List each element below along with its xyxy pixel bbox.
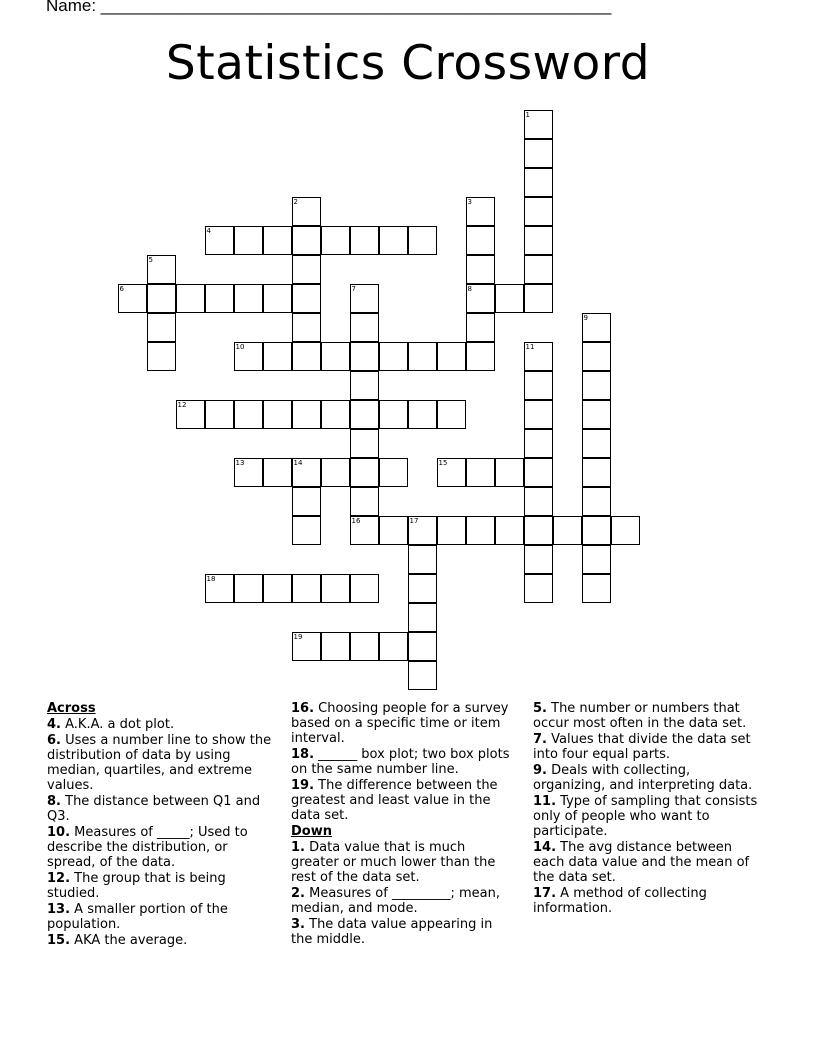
grid-cell[interactable] — [437, 342, 466, 371]
name-line[interactable]: Name: ______________________________________________________ — [46, 0, 612, 15]
grid-cell[interactable] — [234, 458, 263, 487]
grid-cell[interactable] — [350, 632, 379, 661]
grid-cell[interactable] — [379, 632, 408, 661]
grid-cell[interactable] — [466, 284, 495, 313]
grid-cell[interactable] — [408, 342, 437, 371]
clue-across-10: 10. Measures of _____; Used to describe the distribution, or spread, of the data. — [47, 825, 248, 870]
clue-number: 2 — [293, 197, 298, 206]
grid-cell[interactable] — [292, 284, 321, 313]
clue-number: 17 — [409, 516, 419, 525]
grid-cell[interactable] — [408, 574, 437, 603]
grid-cell[interactable] — [321, 458, 350, 487]
clue-number: 16 — [351, 516, 361, 525]
clue-number: 14 — [293, 458, 303, 467]
grid-cell[interactable] — [408, 545, 437, 574]
grid-cell[interactable] — [350, 487, 379, 516]
grid-cell[interactable] — [263, 284, 292, 313]
grid-cell[interactable] — [205, 574, 234, 603]
clue-number: 9 — [583, 313, 588, 322]
grid-cell[interactable] — [408, 400, 437, 429]
grid-cell[interactable] — [350, 342, 379, 371]
grid-cell[interactable] — [524, 139, 553, 168]
clue-across-16: 16. Choosing people for a survey based on a specific time or item interval. — [291, 701, 509, 746]
grid-cell[interactable] — [495, 458, 524, 487]
grid-cell[interactable] — [292, 197, 321, 226]
grid-cell[interactable] — [147, 313, 176, 342]
grid-cell[interactable] — [408, 516, 437, 545]
grid-cell[interactable] — [437, 516, 466, 545]
clue-number: 3 — [467, 197, 472, 206]
grid-cell[interactable] — [495, 516, 524, 545]
grid-cell[interactable] — [321, 632, 350, 661]
clues-column-3 — [533, 701, 765, 917]
clue-across-4: 4. A.K.A. a dot plot. — [47, 717, 175, 732]
grid-cell[interactable] — [466, 226, 495, 255]
clue-number: 12 — [177, 400, 187, 409]
clues-column-2 — [291, 701, 516, 948]
grid-cell[interactable] — [408, 226, 437, 255]
page-title: Statistics Crossword — [165, 36, 651, 91]
across-heading: Across — [47, 701, 96, 716]
grid-cell[interactable] — [582, 487, 611, 516]
grid-cell[interactable] — [147, 284, 176, 313]
grid-cell[interactable] — [321, 574, 350, 603]
grid-cell[interactable] — [466, 313, 495, 342]
grid-cell[interactable] — [611, 516, 640, 545]
clues-column-1 — [47, 701, 272, 949]
grid-cell[interactable] — [350, 516, 379, 545]
grid-cell[interactable] — [292, 487, 321, 516]
grid-cell[interactable] — [524, 226, 553, 255]
grid-cell[interactable] — [234, 574, 263, 603]
grid-cell[interactable] — [524, 429, 553, 458]
grid-cell[interactable] — [263, 400, 292, 429]
grid-cell[interactable] — [582, 313, 611, 342]
grid-cell[interactable] — [234, 226, 263, 255]
grid-cell[interactable] — [263, 574, 292, 603]
clue-down-7: 7. Values that divide the data set into four equal parts. — [533, 732, 751, 762]
grid-cell[interactable] — [524, 342, 553, 371]
grid-cell[interactable] — [321, 226, 350, 255]
clue-number: 11 — [525, 342, 535, 351]
grid-cell[interactable] — [292, 458, 321, 487]
grid-cell[interactable] — [350, 429, 379, 458]
clue-number: 13 — [235, 458, 245, 467]
grid-cell[interactable] — [350, 226, 379, 255]
grid-cell[interactable] — [263, 342, 292, 371]
grid-cell[interactable] — [292, 516, 321, 545]
clue-down-1: 1. Data value that is much greater or much lower than the rest of the data set. — [291, 840, 496, 885]
clue-down-5: 5. The number or numbers that occur most often in the data set. — [533, 701, 747, 731]
grid-cell[interactable] — [379, 400, 408, 429]
grid-cell[interactable] — [524, 574, 553, 603]
grid-cell[interactable] — [118, 284, 147, 313]
grid-cell[interactable] — [147, 255, 176, 284]
grid-cell[interactable] — [176, 284, 205, 313]
grid-cell[interactable] — [350, 313, 379, 342]
clue-down-17: 17. A method of collecting information. — [533, 886, 707, 916]
down-heading: Down — [291, 824, 332, 839]
grid-cell[interactable] — [321, 400, 350, 429]
clue-across-15: 15. AKA the average. — [47, 933, 188, 948]
clue-number: 4 — [206, 226, 211, 235]
clue-number: 18 — [206, 574, 216, 583]
clue-down-9: 9. Deals with collecting, organizing, and interpreting data. — [533, 763, 753, 793]
grid-cell[interactable] — [582, 516, 611, 545]
clue-number: 6 — [119, 284, 124, 293]
clue-across-18: 18. ______ box plot; two box plots on the same number line. — [291, 747, 510, 777]
clue-down-3: 3. The data value appearing in the middle. — [291, 917, 493, 947]
grid-cell[interactable] — [524, 197, 553, 226]
grid-cell[interactable] — [176, 400, 205, 429]
clue-number: 5 — [148, 255, 153, 264]
clue-across-13: 13. A smaller portion of the population. — [47, 902, 228, 932]
grid-cell[interactable] — [321, 342, 350, 371]
grid-cell[interactable] — [437, 458, 466, 487]
grid-cell[interactable] — [524, 400, 553, 429]
grid-cell[interactable] — [582, 574, 611, 603]
grid-cell[interactable] — [582, 371, 611, 400]
clue-down-2: 2. Measures of _________; mean, median, and mode. — [291, 886, 500, 916]
grid-cell[interactable] — [466, 255, 495, 284]
grid-cell[interactable] — [292, 342, 321, 371]
clue-number: 19 — [293, 632, 303, 641]
grid-cell[interactable] — [350, 284, 379, 313]
grid-cell[interactable] — [379, 226, 408, 255]
grid-cell[interactable] — [292, 574, 321, 603]
grid-cell[interactable] — [205, 226, 234, 255]
grid-cell[interactable] — [379, 458, 408, 487]
grid-cell[interactable] — [234, 400, 263, 429]
grid-cell[interactable] — [292, 313, 321, 342]
clue-across-8: 8. The distance between Q1 and Q3. — [47, 794, 261, 824]
grid-cell[interactable] — [234, 284, 263, 313]
grid-cell[interactable] — [524, 458, 553, 487]
grid-cell[interactable] — [350, 400, 379, 429]
grid-cell[interactable] — [524, 371, 553, 400]
grid-cell[interactable] — [582, 400, 611, 429]
clue-down-14: 14. The avg distance between each data value and the mean of the data set. — [533, 840, 750, 885]
grid-cell[interactable] — [147, 342, 176, 371]
clue-across-12: 12. The group that is being studied. — [47, 871, 226, 901]
grid-cell[interactable] — [263, 226, 292, 255]
grid-cell[interactable] — [524, 168, 553, 197]
grid-cell[interactable] — [524, 110, 553, 139]
grid-cell[interactable] — [524, 255, 553, 284]
grid-cell[interactable] — [350, 458, 379, 487]
grid-cell[interactable] — [234, 342, 263, 371]
grid-cell[interactable] — [524, 487, 553, 516]
grid-cell[interactable] — [582, 545, 611, 574]
grid-cell[interactable] — [466, 516, 495, 545]
grid-cell[interactable] — [350, 574, 379, 603]
grid-cell[interactable] — [408, 603, 437, 632]
grid-cell[interactable] — [524, 284, 553, 313]
grid-cell[interactable] — [466, 458, 495, 487]
grid-cell[interactable] — [582, 342, 611, 371]
grid-cell[interactable] — [466, 342, 495, 371]
grid-cell[interactable] — [292, 632, 321, 661]
clue-number: 15 — [438, 458, 448, 467]
grid-cell[interactable] — [263, 458, 292, 487]
grid-cell[interactable] — [408, 661, 437, 690]
grid-cell[interactable] — [292, 400, 321, 429]
grid-cell[interactable] — [582, 429, 611, 458]
grid-cell[interactable] — [495, 284, 524, 313]
grid-cell[interactable] — [524, 545, 553, 574]
grid-cell[interactable] — [524, 516, 553, 545]
clue-across-6: 6. Uses a number line to show the distribution of data by using median, quartiles, and extreme values. — [47, 733, 272, 793]
grid-cell[interactable] — [466, 197, 495, 226]
clue-number: 7 — [351, 284, 356, 293]
grid-cell[interactable] — [553, 516, 582, 545]
clue-down-11: 11. Type of sampling that consists only of people who want to participate. — [533, 794, 758, 839]
grid-cell[interactable] — [205, 400, 234, 429]
grid-cell[interactable] — [379, 342, 408, 371]
clue-number: 8 — [467, 284, 472, 293]
grid-cell[interactable] — [379, 516, 408, 545]
grid-cell[interactable] — [292, 226, 321, 255]
grid-cell[interactable] — [582, 458, 611, 487]
grid-cell[interactable] — [350, 371, 379, 400]
clue-across-19: 19. The difference between the greatest and least value in the data set. — [291, 778, 498, 823]
clue-number: 10 — [235, 342, 245, 351]
grid-cell[interactable] — [292, 255, 321, 284]
grid-cell[interactable] — [408, 632, 437, 661]
grid-cell[interactable] — [205, 284, 234, 313]
grid-cell[interactable] — [437, 400, 466, 429]
clue-number: 1 — [525, 110, 530, 119]
